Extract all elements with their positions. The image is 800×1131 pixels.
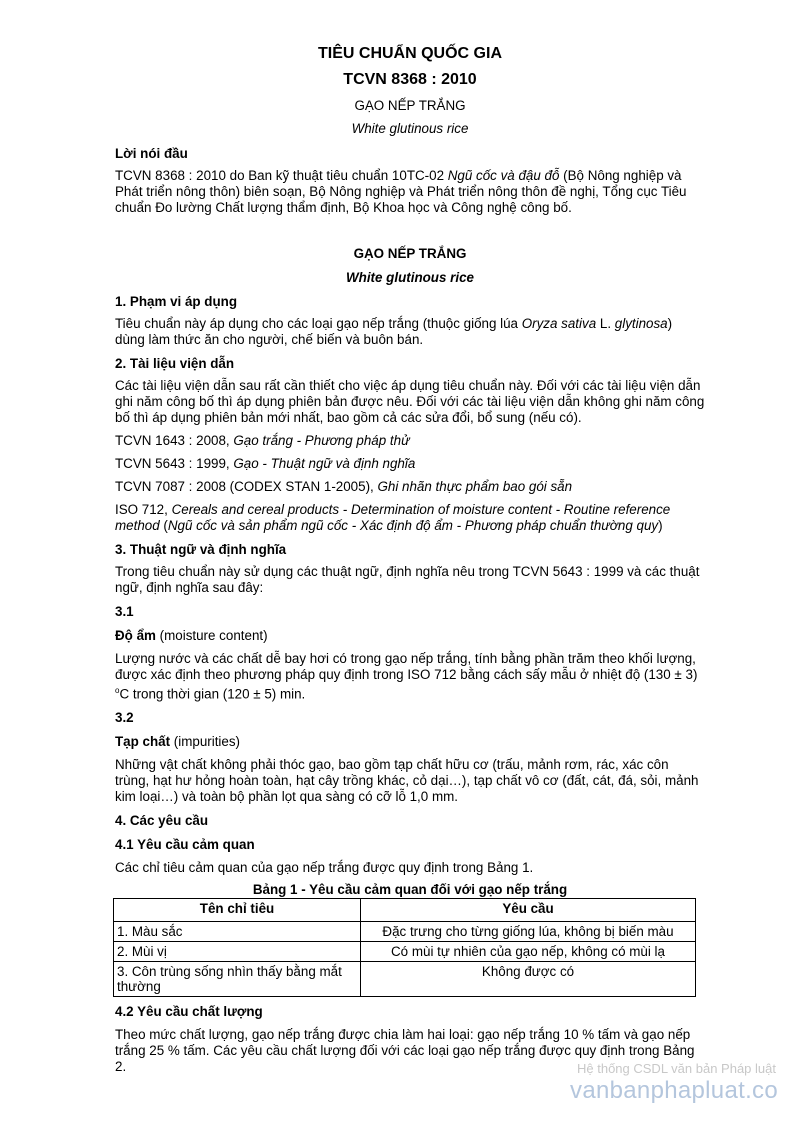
reference-item: TCVN 5643 : 1999, Gạo - Thuật ngữ và định nghĩa bbox=[115, 456, 416, 471]
reference-item: TCVN 7087 : 2008 (CODEX STAN 1-2005), Ghi nhãn thực phẩm bao gói sẵn bbox=[115, 479, 573, 494]
table-header-cell: Yêu cầu bbox=[361, 899, 696, 922]
table-row bbox=[114, 962, 696, 997]
watermark-caption: Hệ thống CSDL văn bản Pháp luật bbox=[577, 1061, 776, 1076]
section-3-heading: 3. Thuật ngữ và định nghĩa bbox=[115, 542, 287, 557]
standard-name-vi: GẠO NẾP TRẮNG bbox=[354, 98, 466, 113]
reference-item: ISO 712, Cereals and cereal products - Determination of moisture content - Routine reference method (Ngũ cốc và sản phẩm ngũ cốc - Xác định độ ẩm - Phương pháp chuẩn thường quy) bbox=[115, 502, 671, 533]
watermark-site: vanbanphapluat.co bbox=[570, 1077, 778, 1104]
body-title-vi: GẠO NẾP TRẮNG bbox=[353, 246, 467, 261]
table-cell-name: 2. Mùi vị bbox=[114, 942, 361, 962]
reference-item: TCVN 1643 : 2008, Gạo trắng - Phương pháp thử bbox=[115, 433, 410, 448]
clause-number: 3.1 bbox=[115, 604, 134, 619]
table-cell-requirement: Có mùi tự nhiên của gạo nếp, không có mùi lạ bbox=[361, 942, 696, 962]
table-row bbox=[114, 942, 696, 962]
body-title-en: White glutinous rice bbox=[346, 270, 474, 285]
table-cell-name: 3. Côn trùng sống nhìn thấy bằng mắt thường bbox=[114, 962, 361, 997]
definition-moisture: Lượng nước và các chất dễ bay hơi có trong gạo nếp trắng, tính bằng phần trăm theo khối lượng, được xác định theo phương pháp quy định trong ISO 712 bằng cách sấy mẫu ở nhiệt độ (130 ± 3) $^o$C trong thời gian (120 ± 5) min. bbox=[115, 651, 698, 702]
term-impurities: Tạp chất (impurities) bbox=[115, 734, 240, 750]
section-4-heading: 4. Các yêu cầu bbox=[115, 813, 209, 829]
table-cell-name: 1. Màu sắc bbox=[114, 922, 361, 942]
table-cell-requirement: Không được có bbox=[361, 962, 696, 997]
standard-title: TIÊU CHUẨN QUỐC GIA bbox=[318, 45, 502, 62]
section-1-heading: 1. Phạm vi áp dụng bbox=[115, 294, 238, 309]
subsection-4-2-intro: Theo mức chất lượng, gạo nếp trắng được chia làm hai loại: gạo nếp trắng 10 % tấm và gạo nếp trắng 25 % tấm. Các yêu cầu chất lượng đối với các loại gạo nếp trắng được quy định trong Bảng 2. bbox=[115, 1027, 695, 1075]
table-header-row bbox=[114, 899, 696, 922]
standard-name-en: White glutinous rice bbox=[351, 121, 469, 136]
section-3-intro: Trong tiêu chuẩn này sử dụng các thuật ngữ, định nghĩa nêu trong TCVN 5643 : 1999 và các thuật ngữ, định nghĩa sau đây: bbox=[115, 564, 700, 595]
sensory-requirements-table bbox=[113, 898, 696, 997]
section-2-intro: Các tài liệu viện dẫn sau rất cần thiết cho việc áp dụng tiêu chuẩn này. Đối với các tài liệu viện dẫn ghi năm công bố thì áp dụng phiên bản được nêu. Đối với các tài liệu viện dẫn không ghi năm công bố thì áp dụng phiên bản mới nhất, bao gồm cả các sửa đổi, bổ sung (nếu có). bbox=[115, 378, 705, 425]
table-caption: Bảng 1 - Yêu cầu cảm quan đối với gạo nếp trắng bbox=[252, 882, 568, 898]
table-row bbox=[114, 922, 696, 942]
subsection-4-2-heading: 4.2 Yêu cầu chất lượng bbox=[115, 1004, 263, 1020]
section-2-heading: 2. Tài liệu viện dẫn bbox=[115, 356, 235, 371]
document-page bbox=[115, 44, 705, 1075]
foreword-heading: Lời nói đầu bbox=[115, 146, 188, 161]
foreword-paragraph: TCVN 8368 : 2010 do Ban kỹ thuật tiêu chuẩn 10TC-02 Ngũ cốc và đậu đỗ (Bộ Nông nghiệp và Phát triển nông thôn) biên soạn, Bộ Nông nghiệp và Phát triển nông thôn đề nghị, Tổng cục Tiêu chuẩn Đo lường Chất lượng thẩm định, Bộ Khoa học và Công nghệ công bố. bbox=[115, 168, 687, 215]
standard-code: TCVN 8368 : 2010 bbox=[343, 71, 477, 88]
term-moisture: Độ ẩm (moisture content) bbox=[115, 628, 268, 643]
subsection-4-1-intro: Các chỉ tiêu cảm quan của gạo nếp trắng được quy định trong Bảng 1. bbox=[115, 860, 534, 876]
section-1-text: Tiêu chuẩn này áp dụng cho các loại gạo nếp trắng (thuộc giống lúa Oryza sativa L. glytinosa) dùng làm thức ăn cho người, chế biến và buôn bán. bbox=[115, 316, 673, 347]
clause-number: 3.2 bbox=[115, 710, 134, 726]
subsection-4-1-heading: 4.1 Yêu cầu cảm quan bbox=[115, 837, 255, 853]
table-header-cell: Tên chỉ tiêu bbox=[114, 899, 361, 922]
definition-impurities: Những vật chất không phải thóc gạo, bao gồm tạp chất hữu cơ (trấu, mảnh rơm, rác, xác côn trùng, hạt hư hỏng hoàn toàn, hạt cây trồng khác, cỏ dại…), tạp chất vô cơ (đất, cát, đá, sỏi, mảnh kim loại…) và toàn bộ phần lọt qua sàng có cỡ lỗ 1,0 mm. bbox=[115, 757, 699, 805]
table-cell-requirement: Đặc trưng cho từng giống lúa, không bị biến màu bbox=[361, 922, 696, 942]
